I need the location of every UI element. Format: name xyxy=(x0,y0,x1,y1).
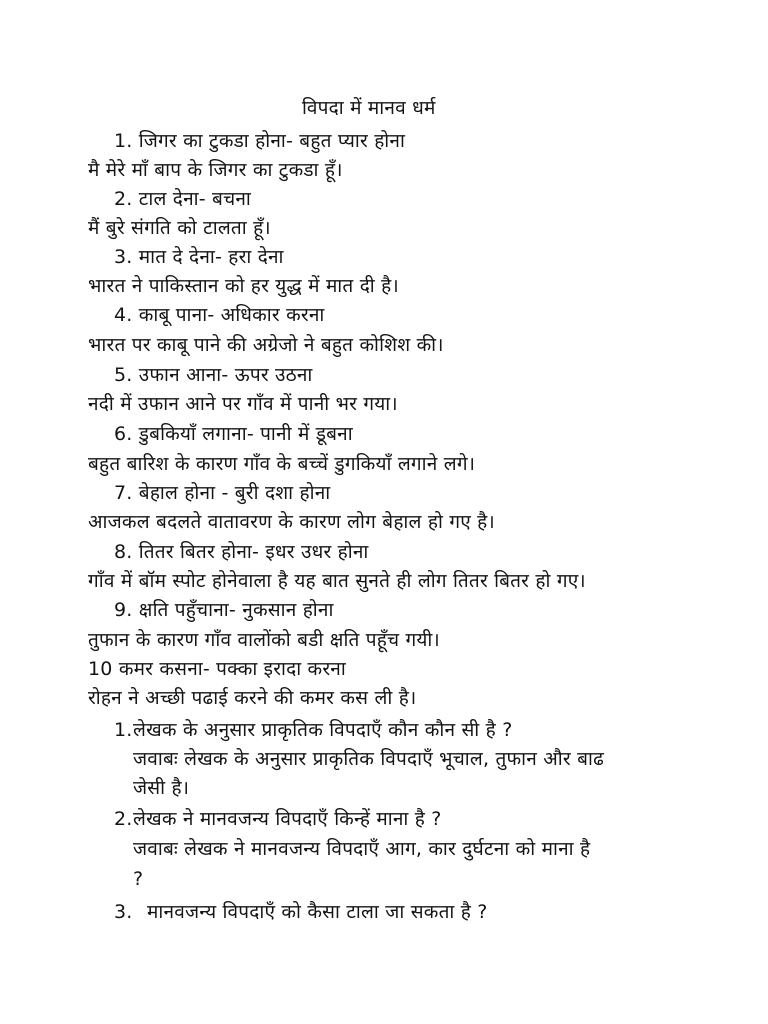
idiom-heading: 4. काबू पाना- अधिकार करना xyxy=(114,304,325,326)
idiom-heading: 10 कमर कसना- पक्का इरादा करना xyxy=(88,658,346,680)
answer-text-continued: ? xyxy=(133,868,144,890)
page-title: विपदा में मानव धर्म xyxy=(302,97,436,119)
idiom-sentence: नदी में उफान आने पर गाँव में पानी भर गया। xyxy=(88,393,398,415)
question-number: 2. xyxy=(114,808,133,830)
idiom-sentence: आजकल बदलते वातावरण के कारण लोग बेहाल हो गए है। xyxy=(88,511,495,533)
idiom-sentence: बहुत बारिश के कारण गाँव के बच्चें डुगकियाँ लगाने लगे। xyxy=(88,453,476,475)
idiom-heading: 2. टाल देना- बचना xyxy=(114,188,252,210)
idiom-sentence: तुफान के कारण गाँव वालोंको बडी क्षति पहूँच गयी। xyxy=(88,629,440,651)
idiom-heading: 5. उफान आना- ऊपर उठना xyxy=(114,364,313,386)
question-text: लेखक ने मानवजन्य विपदाएँ किन्हें माना है ? xyxy=(133,808,442,830)
idiom-sentence: गाँव में बॉम स्पोट होनेवाला है यह बात सुनते ही लोग तितर बितर हो गए। xyxy=(88,570,586,592)
idiom-heading: 6. डुबकियाँ लगाना- पानी में डूबना xyxy=(114,423,353,445)
idiom-sentence: भारत ने पाकिस्तान को हर युद्ध में मात दी है। xyxy=(88,275,399,297)
idiom-sentence: रोहन ने अच्छी पढाई करने की कमर कस ली है। xyxy=(88,687,417,709)
question-text: मानवजन्य विपदाएँ को कैसा टाला जा सकता है ? xyxy=(147,901,488,923)
idiom-heading: 7. बेहाल होना - बुरी दशा होना xyxy=(114,482,331,504)
answer-text: जवाबः लेखक के अनुसार प्राकृतिक विपदाएँ भूचाल, तुफान और बाढ xyxy=(133,748,604,770)
question-number: 3. xyxy=(114,901,133,923)
idiom-sentence: मै मेरे माँ बाप के जिगर का टुकडा हूँ। xyxy=(88,159,343,181)
idiom-heading: 8. तितर बितर होना- इधर उधर होना xyxy=(114,541,369,563)
idiom-heading: 1. जिगर का टुकडा होना- बहुत प्यार होना xyxy=(114,130,406,152)
idiom-sentence: भारत पर काबू पाने की अग्रेजो ने बहुत कोशिश की। xyxy=(88,334,444,356)
idiom-heading: 9. क्षति पहुँचाना- नुकसान होना xyxy=(114,599,334,621)
answer-text: जवाबः लेखक ने मानवजन्य विपदाएँ आग, कार दुर्घटना को माना है xyxy=(133,838,591,860)
answer-text-continued: जेसी है। xyxy=(133,777,190,799)
idiom-heading: 3. मात दे देना- हरा देना xyxy=(114,246,284,268)
question-text: लेखक के अनुसार प्राकृतिक विपदाएँ कौन कौन सी है ? xyxy=(133,719,513,741)
idiom-sentence: मैं बुरे संगति को टालता हूँ। xyxy=(88,217,271,239)
question-number: 1. xyxy=(114,719,133,741)
